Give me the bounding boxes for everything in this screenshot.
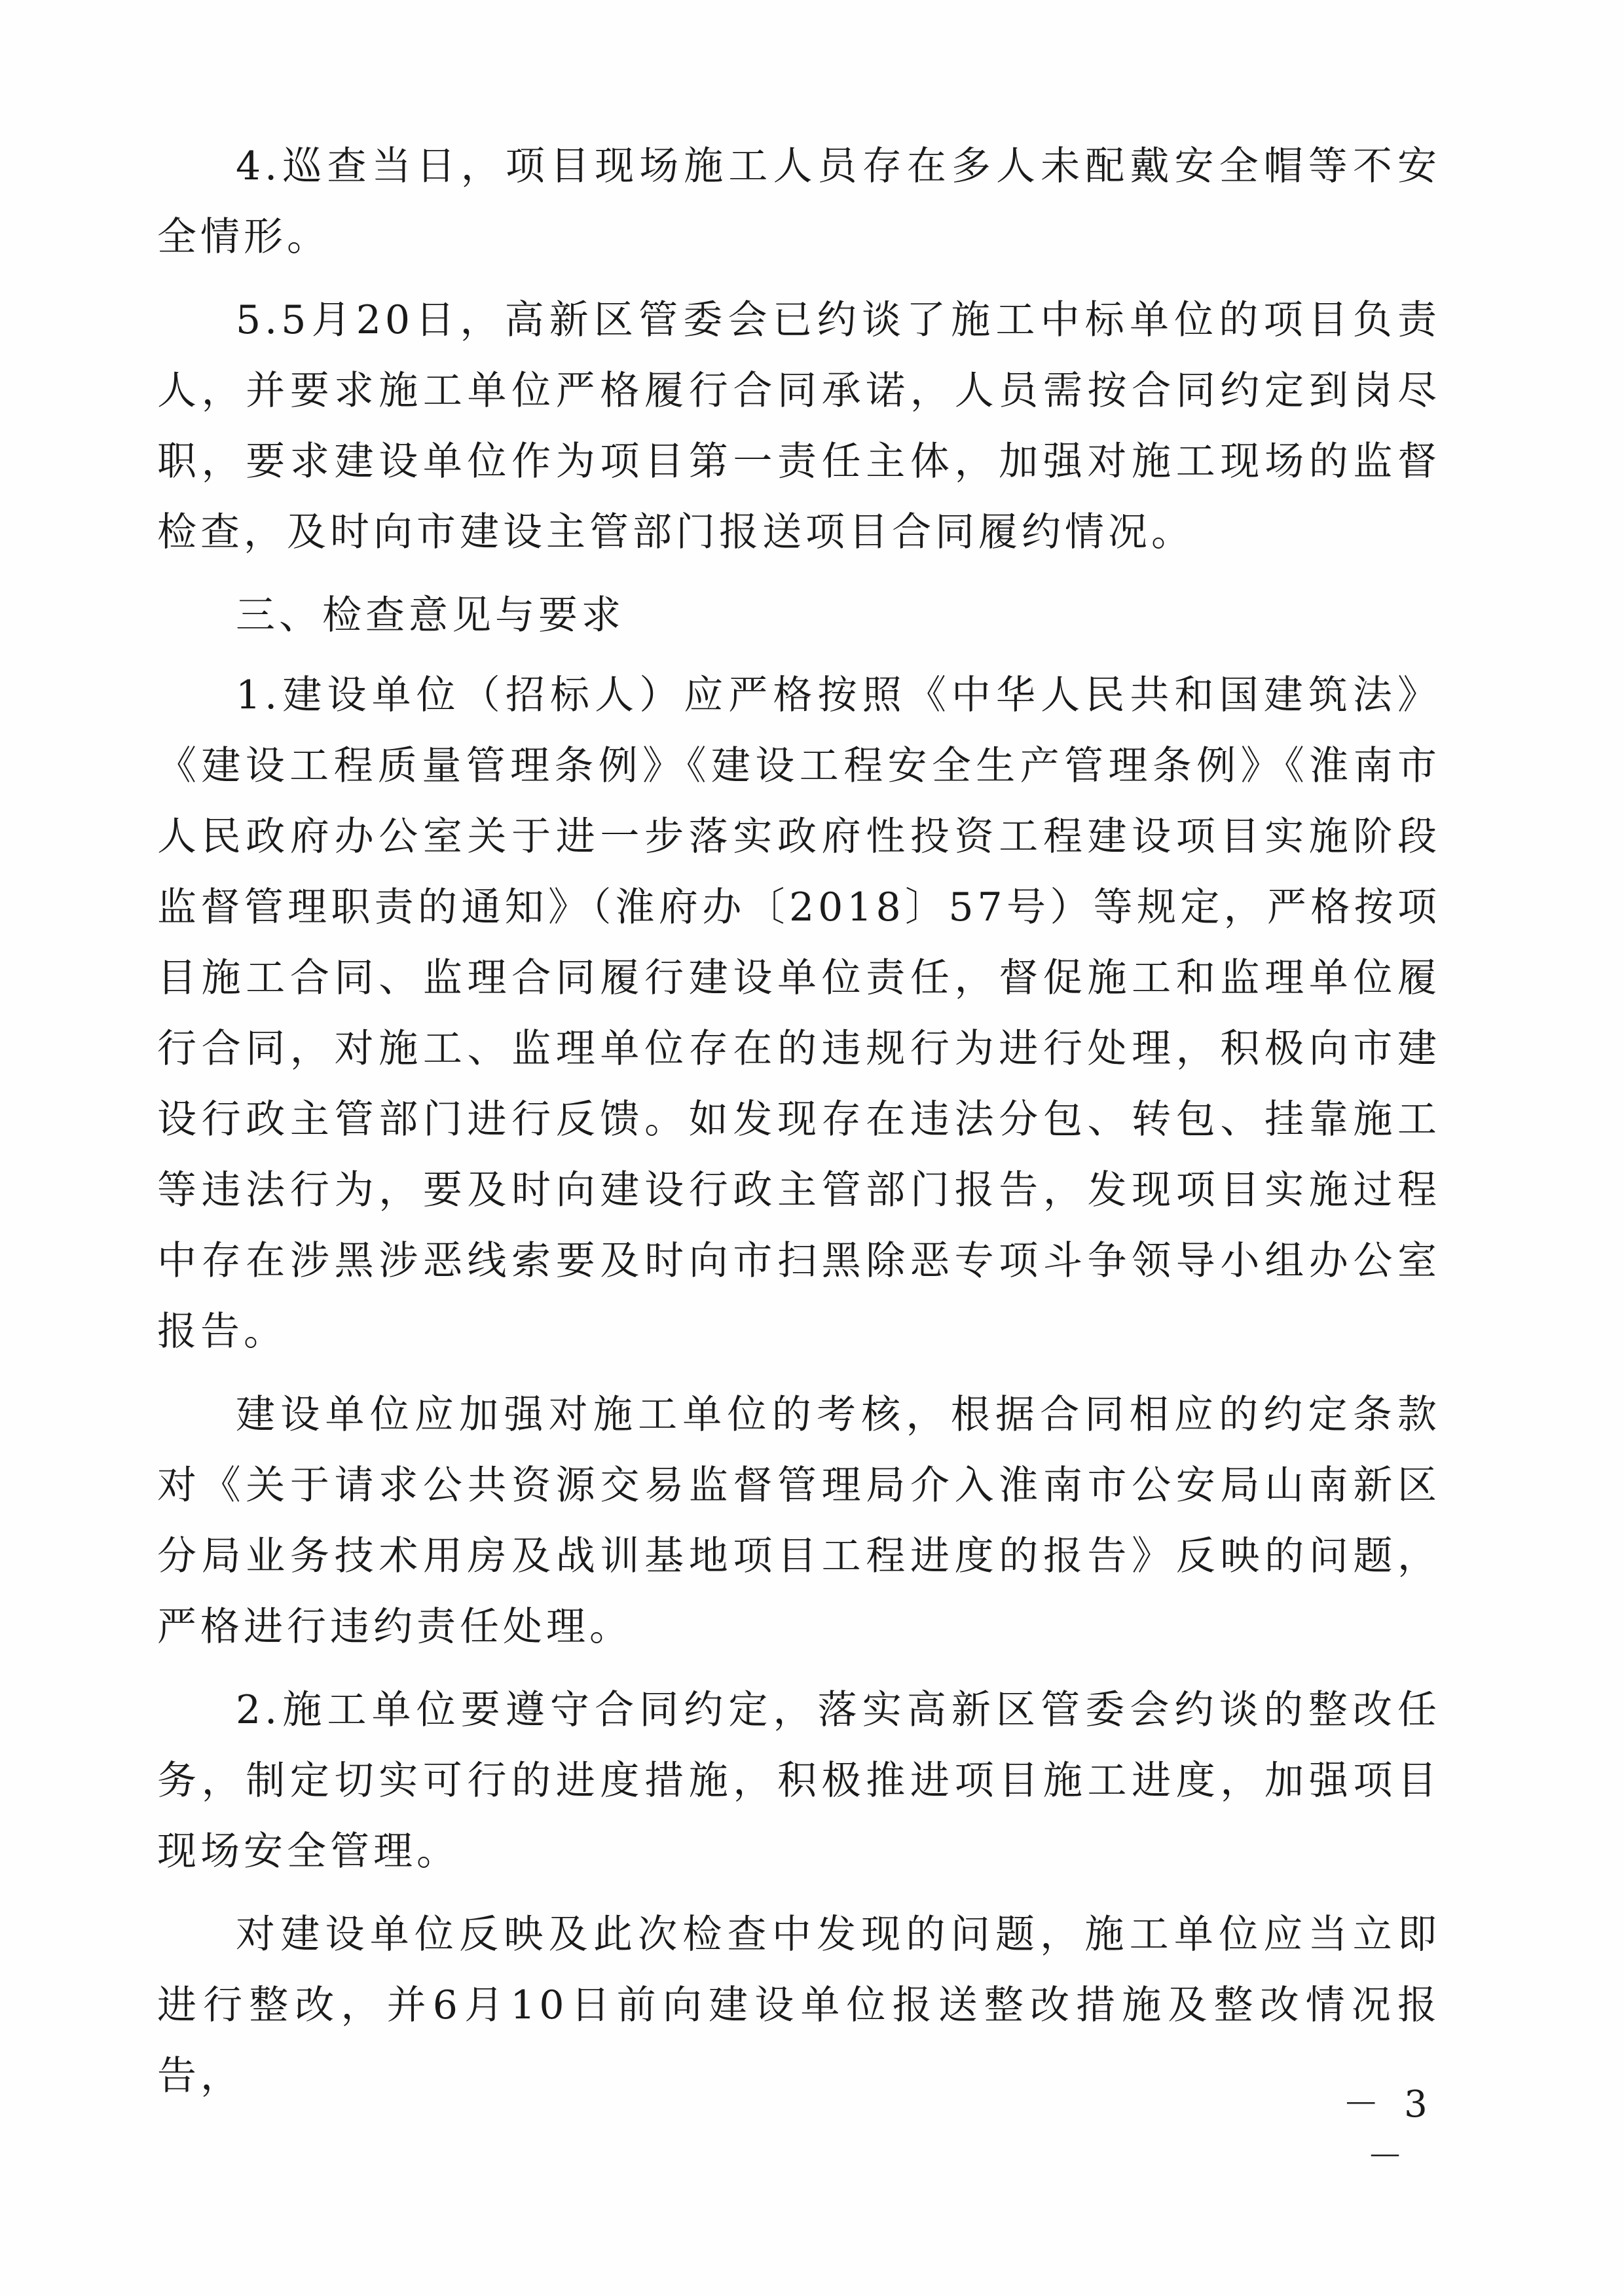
page-number: － 3 －	[1342, 2083, 1434, 2178]
paragraph-item-5: 5.5月20日，高新区管委会已约谈了施工中标单位的项目负责人，并要求施工单位严格履行合同承诺，人员需按合同约定到岗尽职，要求建设单位作为项目第一责任主体，加强对施工现场的监督检查，及时向市建设主管部门报送项目合同履约情况。	[157, 297, 1441, 555]
paragraph-construction-unit-assessment: 建设单位应加强对施工单位的考核，根据合同相应的约定条款对《关于请求公共资源交易监督管理局介入淮南市公安局山南新区分局业务技术用房及战训基地项目工程进度的报告》反映的问题，严格进行违约责任处理。	[157, 1392, 1441, 1650]
document-body	[157, 131, 1441, 2124]
paragraph-rectification: 对建设单位反映及此次检查中发现的问题，施工单位应当立即进行整改，并6月10日前向建设单位报送整改措施及整改情况报告，	[157, 1912, 1441, 2099]
paragraph-requirement-2: 2.施工单位要遵守合同约定，落实高新区管委会约谈的整改任务，制定切实可行的进度措施，积极推进项目施工进度，加强项目现场安全管理。	[157, 1687, 1441, 1874]
paragraph-item-4: 4.巡查当日，项目现场施工人员存在多人未配戴安全帽等不安全情形。	[157, 143, 1441, 260]
section-heading-inspection-opinions: 三、检查意见与要求	[236, 592, 625, 638]
paragraph-requirement-1: 1.建设单位（招标人）应严格按照《中华人民共和国建筑法》《建设工程质量管理条例》《建设工程安全生产管理条例》《淮南市人民政府办公室关于进一步落实政府性投资工程建设项目实施阶段监督管理职责的通知》（淮府办〔2018〕57号）等规定，严格按项目施工合同、监理合同履行建设单位责任，督促施工和监理单位履行合同，对施工、监理单位存在的违规行为进行处理，积极向市建设行政主管部门进行反馈。如发现存在违法分包、转包、挂靠施工等违法行为，要及时向建设行政主管部门报告，发现项目实施过程中存在涉黑涉恶线索要及时向市扫黑除恶专项斗争领导小组办公室报告。	[157, 672, 1441, 1355]
